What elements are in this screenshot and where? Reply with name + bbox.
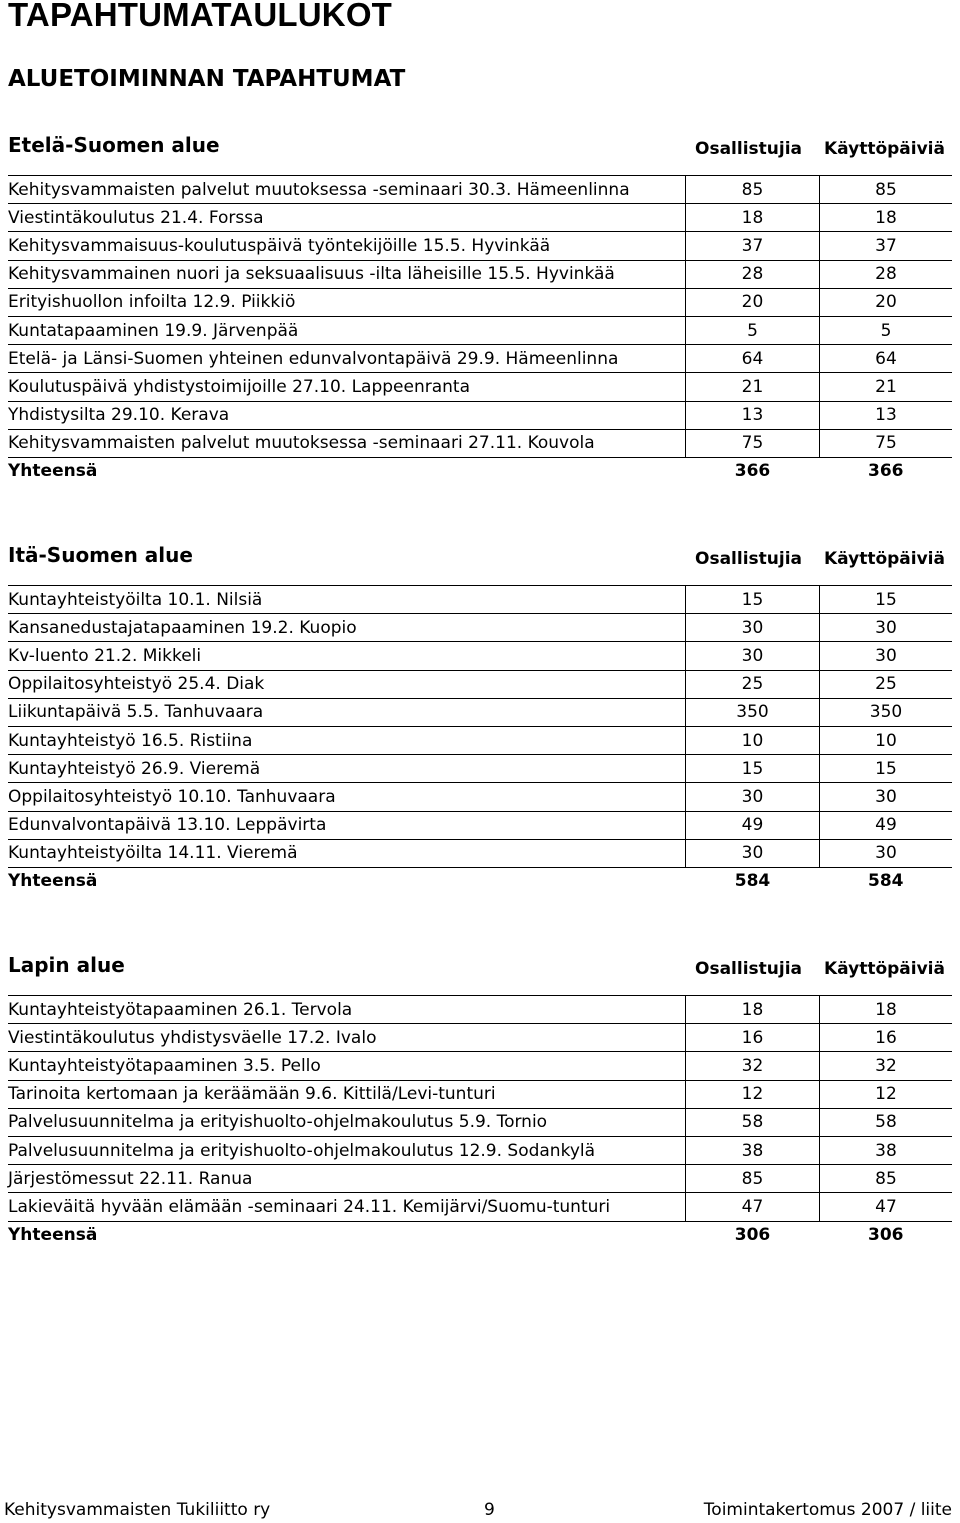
table-row bbox=[8, 260, 952, 288]
days-cell: 16 bbox=[820, 1024, 953, 1052]
column-header-days: Käyttöpäiviä bbox=[824, 959, 945, 979]
table-row bbox=[8, 1052, 952, 1080]
event-name-cell: Kuntayhteistyö 26.9. Vieremä bbox=[8, 755, 686, 783]
table-row bbox=[8, 345, 952, 373]
days-cell: 13 bbox=[820, 401, 953, 429]
days-cell: 58 bbox=[820, 1108, 953, 1136]
column-header-participants: Osallistujia bbox=[695, 139, 802, 159]
table-row bbox=[8, 642, 952, 670]
participants-cell: 38 bbox=[686, 1136, 820, 1164]
event-name-cell: Tarinoita kertomaan ja keräämään 9.6. Kittilä/Levi-tunturi bbox=[8, 1080, 686, 1108]
days-cell: 37 bbox=[820, 232, 953, 260]
event-name-cell: Kv-luento 21.2. Mikkeli bbox=[8, 642, 686, 670]
days-cell: 64 bbox=[820, 345, 953, 373]
event-name-cell: Kuntayhteistyöilta 10.1. Nilsiä bbox=[8, 586, 686, 614]
total-participants-cell: 366 bbox=[686, 457, 820, 485]
participants-cell: 58 bbox=[686, 1108, 820, 1136]
event-name-cell: Yhdistysilta 29.10. Kerava bbox=[8, 401, 686, 429]
participants-cell: 75 bbox=[686, 429, 820, 457]
event-name-cell: Kuntayhteistyötapaaminen 3.5. Pello bbox=[8, 1052, 686, 1080]
participants-cell: 30 bbox=[686, 614, 820, 642]
total-days-cell: 306 bbox=[820, 1221, 953, 1249]
event-name-cell: Koulutuspäivä yhdistystoimijoille 27.10. Lappeenranta bbox=[8, 373, 686, 401]
days-cell: 75 bbox=[820, 429, 953, 457]
event-name-cell: Lakieväitä hyvään elämään -seminaari 24.11. Kemijärvi/Suomu-tunturi bbox=[8, 1193, 686, 1221]
participants-cell: 37 bbox=[686, 232, 820, 260]
total-participants-cell: 584 bbox=[686, 867, 820, 895]
days-cell: 5 bbox=[820, 316, 953, 344]
days-cell: 350 bbox=[820, 698, 953, 726]
column-header-days: Käyttöpäiviä bbox=[824, 549, 945, 569]
total-label-cell: Yhteensä bbox=[8, 457, 686, 485]
table-row bbox=[8, 1108, 952, 1136]
column-header-participants: Osallistujia bbox=[695, 959, 802, 979]
table-row bbox=[8, 373, 952, 401]
region-section bbox=[0, 133, 960, 482]
table-row bbox=[8, 614, 952, 642]
event-name-cell: Kuntatapaaminen 19.9. Järvenpää bbox=[8, 316, 686, 344]
table-row bbox=[8, 316, 952, 344]
region-title: Itä-Suomen alue bbox=[8, 543, 193, 567]
table-row bbox=[8, 1080, 952, 1108]
event-name-cell: Viestintäkoulutus yhdistysväelle 17.2. Ivalo bbox=[8, 1024, 686, 1052]
table-row bbox=[8, 204, 952, 232]
participants-cell: 15 bbox=[686, 755, 820, 783]
table-row bbox=[8, 288, 952, 316]
total-row bbox=[8, 457, 952, 485]
event-name-cell: Kehitysvammaisuus-koulutuspäivä työntekijöille 15.5. Hyvinkää bbox=[8, 232, 686, 260]
participants-cell: 13 bbox=[686, 401, 820, 429]
events-table bbox=[8, 995, 952, 1249]
participants-cell: 18 bbox=[686, 204, 820, 232]
event-name-cell: Oppilaitosyhteistyö 10.10. Tanhuvaara bbox=[8, 783, 686, 811]
days-cell: 15 bbox=[820, 755, 953, 783]
events-table bbox=[8, 175, 952, 485]
table-row bbox=[8, 1193, 952, 1221]
event-name-cell: Kansanedustajatapaaminen 19.2. Kuopio bbox=[8, 614, 686, 642]
event-name-cell: Palvelusuunnitelma ja erityishuolto-ohjelmakoulutus 5.9. Tornio bbox=[8, 1108, 686, 1136]
participants-cell: 5 bbox=[686, 316, 820, 344]
event-name-cell: Edunvalvontapäivä 13.10. Leppävirta bbox=[8, 811, 686, 839]
table-row bbox=[8, 839, 952, 867]
table-row bbox=[8, 1024, 952, 1052]
days-cell: 47 bbox=[820, 1193, 953, 1221]
event-name-cell: Kuntayhteistyö 16.5. Ristiina bbox=[8, 726, 686, 754]
days-cell: 15 bbox=[820, 586, 953, 614]
total-days-cell: 584 bbox=[820, 867, 953, 895]
participants-cell: 85 bbox=[686, 1165, 820, 1193]
table-row bbox=[8, 698, 952, 726]
participants-cell: 30 bbox=[686, 783, 820, 811]
footer-document-title: Toimintakertomus 2007 / liite bbox=[703, 1500, 952, 1520]
event-name-cell: Viestintäkoulutus 21.4. Forssa bbox=[8, 204, 686, 232]
table-row bbox=[8, 811, 952, 839]
participants-cell: 85 bbox=[686, 176, 820, 204]
event-name-cell: Kuntayhteistyötapaaminen 26.1. Tervola bbox=[8, 996, 686, 1024]
days-cell: 30 bbox=[820, 642, 953, 670]
days-cell: 49 bbox=[820, 811, 953, 839]
participants-cell: 350 bbox=[686, 698, 820, 726]
days-cell: 85 bbox=[820, 176, 953, 204]
table-row bbox=[8, 401, 952, 429]
region-section bbox=[0, 953, 960, 1246]
participants-cell: 10 bbox=[686, 726, 820, 754]
participants-cell: 64 bbox=[686, 345, 820, 373]
table-row bbox=[8, 232, 952, 260]
participants-cell: 12 bbox=[686, 1080, 820, 1108]
section-subtitle: ALUETOIMINNAN TAPAHTUMAT bbox=[8, 66, 406, 92]
region-title: Lapin alue bbox=[8, 953, 125, 977]
total-participants-cell: 306 bbox=[686, 1221, 820, 1249]
table-row bbox=[8, 429, 952, 457]
days-cell: 28 bbox=[820, 260, 953, 288]
region-section bbox=[0, 543, 960, 892]
participants-cell: 32 bbox=[686, 1052, 820, 1080]
table-row bbox=[8, 1165, 952, 1193]
participants-cell: 16 bbox=[686, 1024, 820, 1052]
participants-cell: 15 bbox=[686, 586, 820, 614]
days-cell: 18 bbox=[820, 996, 953, 1024]
days-cell: 30 bbox=[820, 783, 953, 811]
column-header-participants: Osallistujia bbox=[695, 549, 802, 569]
events-table bbox=[8, 585, 952, 895]
table-row bbox=[8, 755, 952, 783]
event-name-cell: Palvelusuunnitelma ja erityishuolto-ohjelmakoulutus 12.9. Sodankylä bbox=[8, 1136, 686, 1164]
participants-cell: 21 bbox=[686, 373, 820, 401]
event-name-cell: Oppilaitosyhteistyö 25.4. Diak bbox=[8, 670, 686, 698]
days-cell: 30 bbox=[820, 839, 953, 867]
event-name-cell: Järjestömessut 22.11. Ranua bbox=[8, 1165, 686, 1193]
days-cell: 10 bbox=[820, 726, 953, 754]
participants-cell: 18 bbox=[686, 996, 820, 1024]
footer-page-number: 9 bbox=[484, 1500, 495, 1520]
total-row bbox=[8, 1221, 952, 1249]
event-name-cell: Liikuntapäivä 5.5. Tanhuvaara bbox=[8, 698, 686, 726]
days-cell: 85 bbox=[820, 1165, 953, 1193]
event-name-cell: Kehitysvammainen nuori ja seksuaalisuus -ilta läheisille 15.5. Hyvinkää bbox=[8, 260, 686, 288]
table-row bbox=[8, 670, 952, 698]
total-days-cell: 366 bbox=[820, 457, 953, 485]
total-label-cell: Yhteensä bbox=[8, 867, 686, 895]
footer-organization: Kehitysvammaisten Tukiliitto ry bbox=[4, 1500, 271, 1520]
days-cell: 25 bbox=[820, 670, 953, 698]
participants-cell: 25 bbox=[686, 670, 820, 698]
participants-cell: 20 bbox=[686, 288, 820, 316]
column-header-days: Käyttöpäiviä bbox=[824, 139, 945, 159]
days-cell: 30 bbox=[820, 614, 953, 642]
total-row bbox=[8, 867, 952, 895]
participants-cell: 30 bbox=[686, 642, 820, 670]
participants-cell: 49 bbox=[686, 811, 820, 839]
event-name-cell: Etelä- ja Länsi-Suomen yhteinen edunvalvontapäivä 29.9. Hämeenlinna bbox=[8, 345, 686, 373]
days-cell: 20 bbox=[820, 288, 953, 316]
participants-cell: 28 bbox=[686, 260, 820, 288]
days-cell: 21 bbox=[820, 373, 953, 401]
total-label-cell: Yhteensä bbox=[8, 1221, 686, 1249]
table-row bbox=[8, 783, 952, 811]
table-row bbox=[8, 996, 952, 1024]
region-title: Etelä-Suomen alue bbox=[8, 133, 220, 157]
days-cell: 32 bbox=[820, 1052, 953, 1080]
event-name-cell: Kuntayhteistyöilta 14.11. Vieremä bbox=[8, 839, 686, 867]
table-row bbox=[8, 1136, 952, 1164]
table-row bbox=[8, 726, 952, 754]
event-name-cell: Kehitysvammaisten palvelut muutoksessa -seminaari 30.3. Hämeenlinna bbox=[8, 176, 686, 204]
days-cell: 38 bbox=[820, 1136, 953, 1164]
event-name-cell: Erityishuollon infoilta 12.9. Piikkiö bbox=[8, 288, 686, 316]
days-cell: 12 bbox=[820, 1080, 953, 1108]
participants-cell: 30 bbox=[686, 839, 820, 867]
page-title: TAPAHTUMATAULUKOT bbox=[8, 0, 393, 33]
table-row bbox=[8, 586, 952, 614]
days-cell: 18 bbox=[820, 204, 953, 232]
table-row bbox=[8, 176, 952, 204]
participants-cell: 47 bbox=[686, 1193, 820, 1221]
event-name-cell: Kehitysvammaisten palvelut muutoksessa -seminaari 27.11. Kouvola bbox=[8, 429, 686, 457]
